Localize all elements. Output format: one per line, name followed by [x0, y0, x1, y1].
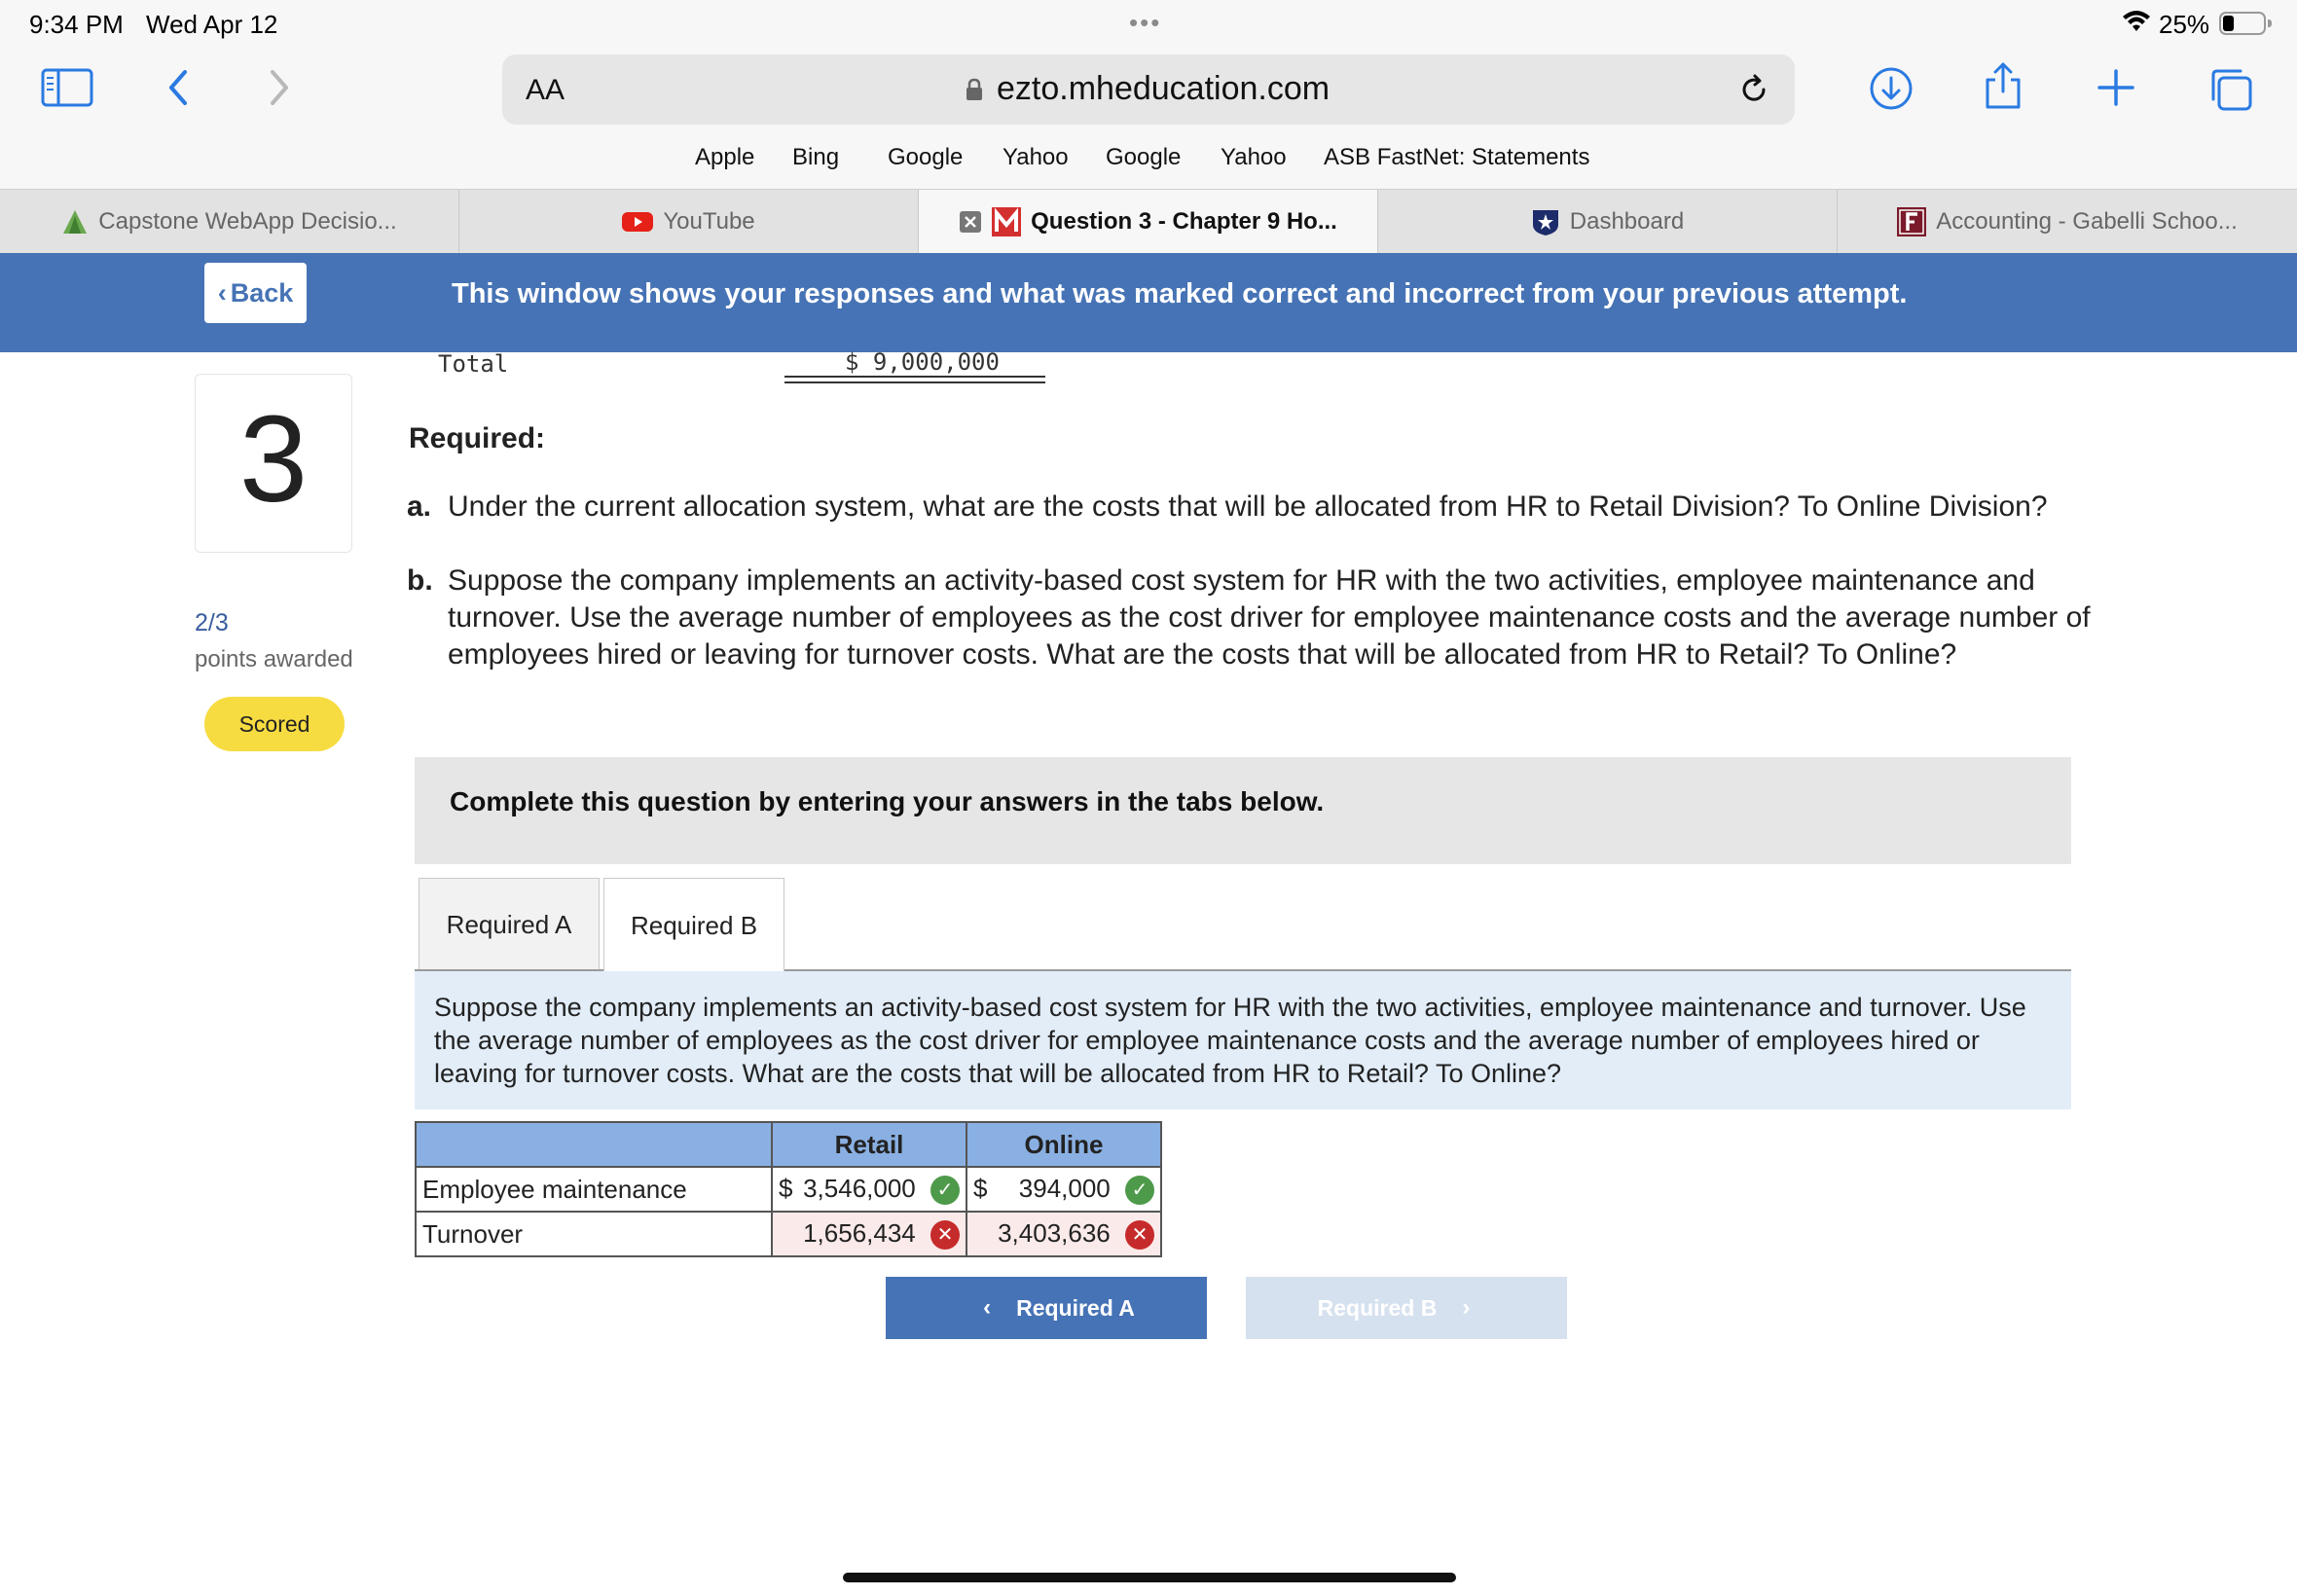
dollar-sign: $	[973, 1173, 988, 1203]
partial-total-amount: $ 9,000,000	[845, 348, 1000, 376]
incorrect-x-icon: ✕	[930, 1220, 960, 1250]
prev-required-a-button[interactable]	[886, 1277, 1207, 1339]
instruction-box	[415, 757, 2071, 864]
table-row	[416, 1167, 1161, 1212]
online-turnover-cell	[966, 1212, 1161, 1256]
score-label: points awarded	[195, 646, 353, 672]
back-arrow-icon[interactable]	[164, 68, 193, 107]
online-employee-maintenance-cell	[966, 1167, 1161, 1212]
tab-dashboard[interactable]	[1378, 190, 1838, 254]
url-text[interactable]: ezto.mheducation.com	[997, 70, 1331, 107]
text-size-button[interactable]: AA	[526, 74, 565, 106]
status-bar	[0, 0, 2297, 47]
tab-capstone[interactable]	[0, 190, 459, 254]
required-item-b	[407, 562, 2100, 673]
back-label: Back	[230, 277, 294, 308]
lock-icon	[966, 78, 983, 101]
status-date: Wed Apr 12	[146, 10, 278, 39]
banner-message: This window shows your responses and what was marked correct and incorrect from your previous attempt.	[452, 278, 1908, 309]
sidebar-icon[interactable]	[41, 68, 93, 107]
favorite-link[interactable]: Google	[1106, 144, 1182, 170]
item-text: Under the current allocation system, what are the costs that will be allocated from HR to Retail Division? To Online Division?	[448, 490, 2048, 523]
row-label: Turnover	[416, 1212, 772, 1256]
answer-value: 394,000	[1018, 1173, 1111, 1203]
fordham-icon	[1897, 207, 1926, 236]
answer-value: 3,546,000	[803, 1173, 916, 1203]
double-underline	[784, 381, 1045, 383]
download-icon[interactable]	[1869, 66, 1914, 111]
header-online: Online	[966, 1122, 1161, 1167]
nav-prev-label: Required A	[1016, 1294, 1135, 1321]
required-title: Required:	[409, 422, 546, 454]
tab-question-3[interactable]	[919, 190, 1378, 254]
chevron-left-icon: ‹	[983, 1294, 992, 1321]
favorite-link[interactable]: Apple	[695, 144, 755, 170]
tab-accounting[interactable]	[1838, 190, 2297, 254]
favorite-link[interactable]: Google	[888, 144, 964, 170]
retail-employee-maintenance-cell	[772, 1167, 966, 1212]
header-blank	[416, 1122, 772, 1167]
table-header-row	[416, 1122, 1161, 1167]
tab-required-a[interactable]: Required A	[419, 878, 600, 971]
question-panel-text: Suppose the company implements an activity-based cost system for HR with the two activities, employee maintenance and turnover. Use the average number of employees as the cost driver for employee maintenance costs and the average number of employees hired or leaving for turnover costs. What are the costs that will be allocated from HR to Retail? To Online?	[434, 993, 2026, 1088]
instruction-text: Complete this question by entering your answers in the tabs below.	[450, 786, 1325, 816]
item-text: Suppose the company implements an activity-based cost system for HR with the two activities, employee maintenance and turnover. Use the average number of employees as the cost driver for employee maintenance costs and the average number of employees hired or leaving for turnover costs. What are the costs that will be allocated from HR to Retail? To Online?	[448, 564, 2091, 671]
row-label: Employee maintenance	[416, 1167, 772, 1212]
close-tab-icon[interactable]	[959, 210, 982, 234]
mcgraw-hill-icon	[992, 207, 1021, 236]
address-bar[interactable]	[502, 54, 1795, 125]
table-row	[416, 1212, 1161, 1256]
dashboard-shield-icon	[1531, 207, 1560, 236]
capstone-icon	[61, 208, 89, 236]
tab-label: Dashboard	[1569, 208, 1685, 235]
answer-value: 3,403,636	[998, 1217, 1111, 1248]
share-icon[interactable]	[1982, 60, 2024, 111]
status-time: 9:34 PM	[29, 10, 124, 39]
chevron-right-icon: ›	[1462, 1294, 1471, 1321]
battery-percent: 25%	[2159, 10, 2210, 39]
retail-turnover-cell	[772, 1212, 966, 1256]
home-indicator[interactable]	[843, 1573, 1456, 1582]
tab-label: Question 3 - Chapter 9 Ho...	[1031, 208, 1337, 235]
favorite-link[interactable]: ASB FastNet: Statements	[1324, 144, 1590, 170]
favorite-link[interactable]: Yahoo	[1221, 144, 1287, 170]
double-underline	[784, 376, 1045, 378]
back-button[interactable]	[204, 263, 307, 323]
score-value: 2/3	[195, 609, 229, 636]
tab-label: Capstone WebApp Decisio...	[98, 208, 397, 235]
nav-next-label: Required B	[1317, 1294, 1438, 1321]
next-required-b-button	[1246, 1277, 1567, 1339]
item-letter: b.	[407, 564, 433, 597]
favorite-link[interactable]: Yahoo	[1003, 144, 1069, 170]
tab-youtube[interactable]	[459, 190, 919, 254]
browser-toolbar	[0, 47, 2297, 189]
answer-value: 1,656,434	[803, 1217, 916, 1248]
tab-label: YouTube	[663, 208, 755, 235]
battery-icon	[2219, 12, 2266, 35]
tab-overview-icon[interactable]	[2207, 66, 2254, 113]
question-panel	[415, 971, 2071, 1109]
question-number: 3	[238, 390, 309, 527]
favorite-link[interactable]: Bing	[792, 144, 840, 170]
forward-arrow-icon[interactable]	[265, 68, 294, 107]
youtube-icon	[622, 210, 653, 234]
chevron-left-icon: ‹	[217, 277, 227, 308]
tab-bar	[0, 189, 2297, 253]
incorrect-x-icon: ✕	[1125, 1220, 1154, 1250]
answer-table	[415, 1121, 1162, 1257]
correct-check-icon: ✓	[1125, 1176, 1154, 1205]
partial-total-label: Total	[438, 350, 509, 378]
scored-badge: Scored	[204, 697, 345, 751]
header-retail: Retail	[772, 1122, 966, 1167]
dollar-sign: $	[779, 1173, 793, 1203]
required-item-a	[407, 489, 2100, 526]
correct-check-icon: ✓	[930, 1176, 960, 1205]
wifi-icon	[2122, 10, 2151, 33]
favorites-bar	[0, 144, 2297, 179]
reload-icon[interactable]	[1736, 72, 1771, 107]
new-tab-plus-icon[interactable]	[2096, 68, 2135, 107]
question-number-box	[195, 374, 352, 553]
tab-required-b[interactable]: Required B	[603, 878, 784, 973]
item-letter: a.	[407, 490, 432, 523]
tab-label: Accounting - Gabelli Schoo...	[1936, 208, 2238, 235]
multitasking-dots-icon[interactable]: •••	[1129, 8, 1162, 37]
